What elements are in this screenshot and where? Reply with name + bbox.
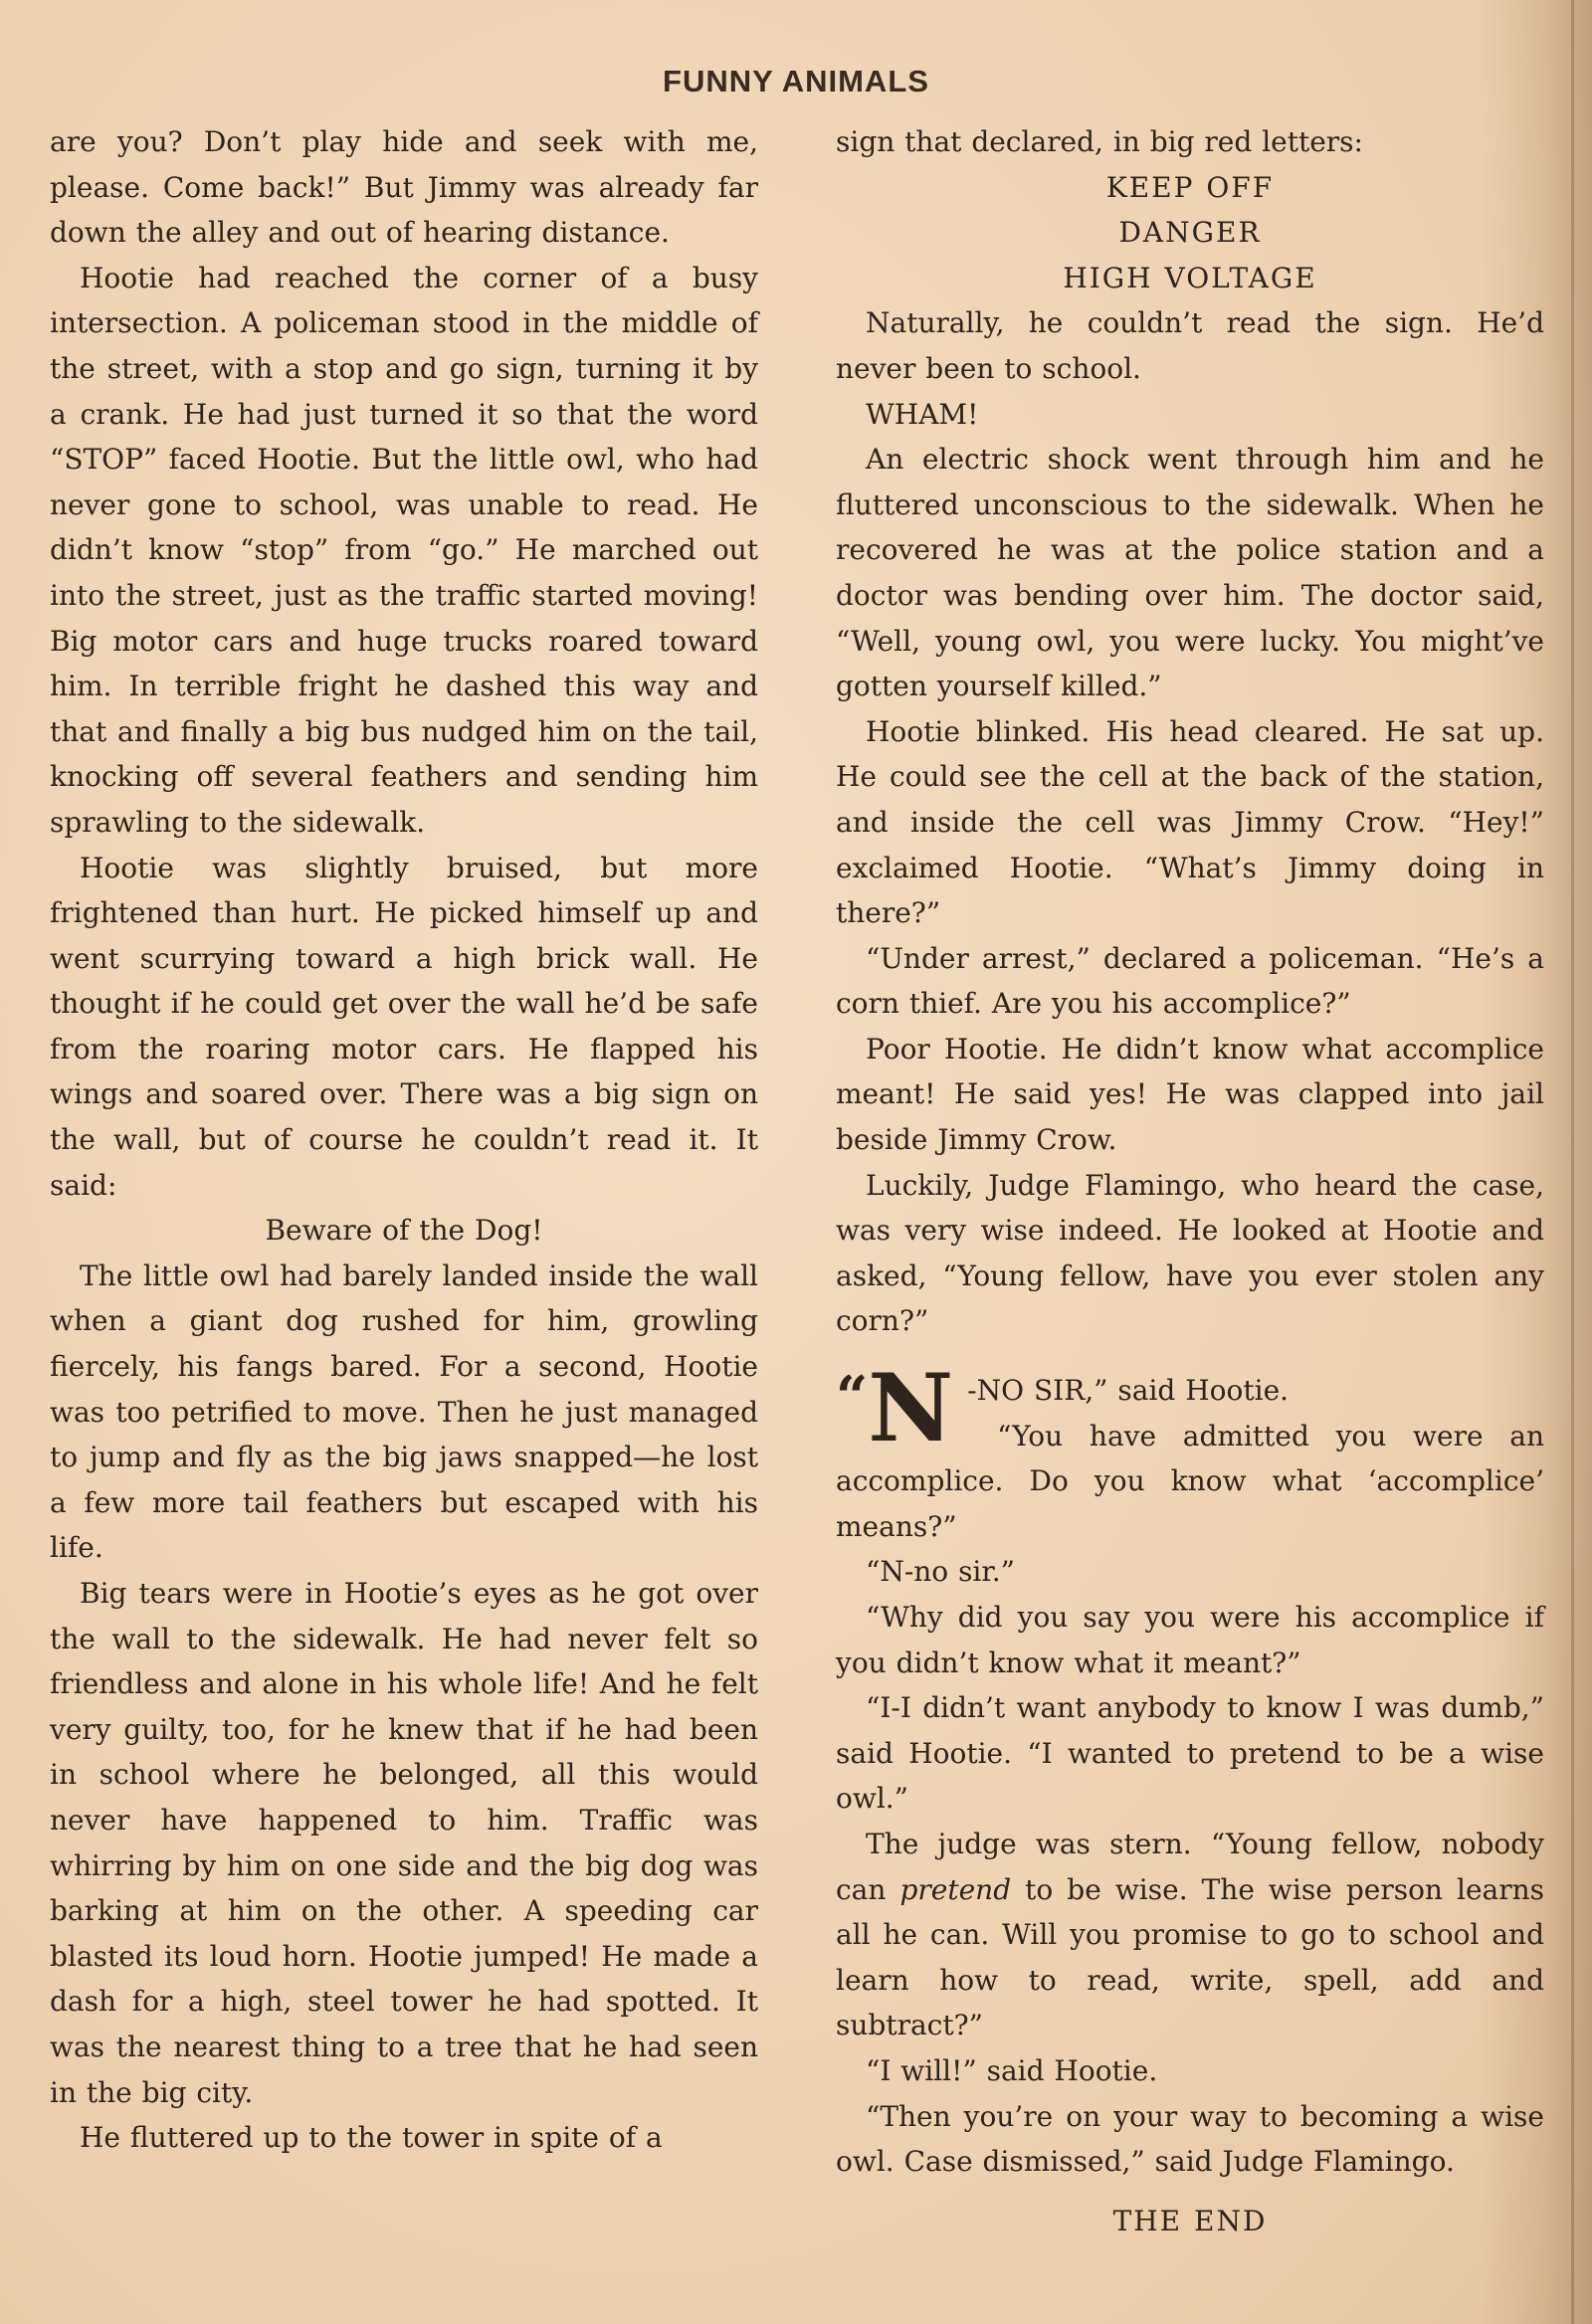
- text-run: The judge was stern. “Young fellow, nobody can: [836, 1827, 1544, 1906]
- the-end-label: THE END: [1112, 2204, 1268, 2237]
- paragraph: Hootie had reached the corner of a busy intersection. A policeman stood in the middle of the street, with a stop and go sign, turning it by a crank. He had just turned it so that the word “STOP” faced Hootie. But the little owl, who had never gone to school, was unable to read. He didn’t know “stop” from “go.” He marched out into the street, just as the traffic started moving! Big motor cars and huge trucks roared toward him. In terrible fright he dashed this way and that and finally a big bus nudged him on the tail, knocking off several feathers and sending him sprawling to the sidewalk.: [50, 261, 758, 839]
- paragraph: An electric shock went through him and he fluttered unconscious to the sidewalk. When he recovered he was at the police station and a doctor was bending over him. The doctor said, “Well, young owl, you were lucky. You might’ve gotten yourself killed.”: [836, 443, 1544, 703]
- paragraph: sign that declared, in big red letters:: [836, 125, 1363, 158]
- paragraph: “I will!” said Hootie.: [866, 2053, 1158, 2087]
- paragraph: Naturally, he couldn’t read the sign. He’d never been to school.: [836, 306, 1544, 385]
- paragraph: Poor Hootie. He didn’t know what accomplice meant! He said yes! He was clapped into jail beside Jimmy Crow.: [836, 1032, 1544, 1157]
- text-run: to be wise. The wise person learns all he can. Will you promise to go to school and learn how to read, write, spell, add and subtract?”: [836, 1872, 1545, 2042]
- page-edge-binding: [1571, 0, 1574, 2324]
- paragraph: “Under arrest,” declared a policeman. “He’s a corn thief. Are you his accomplice?”: [836, 941, 1544, 1021]
- dropcap-paragraph: [836, 1354, 1544, 1549]
- paragraph: Big tears were in Hootie’s eyes as he got over the wall to the sidewalk. He had never felt so friendless and alone in his whole life! And he felt very guilty, too, for he knew that if he had been in school where he belonged, all this would never have happened to him. Traffic was whirring by him on one side and the big dog was barking at him on the other. A speeding car blasted its loud horn. Hootie jumped! He made a dash for a high, steel tower he had spotted. It was the nearest thing to a tree that he had seen in the big city.: [50, 1577, 758, 2109]
- exclamation-wham: WHAM!: [866, 397, 979, 431]
- dropcap-letter: N: [868, 1354, 954, 1464]
- paragraph: “I-I didn’t want anybody to know I was dumb,” said Hootie. “I wanted to pretend to be a wise owl.”: [836, 1691, 1544, 1816]
- paragraph: are you? Don’t play hide and seek with me, please. Come back!” But Jimmy was already far down the alley and out of hearing distance.: [50, 125, 758, 250]
- sign-danger: DANGER: [1118, 216, 1262, 250]
- emphasized-word: pretend: [899, 1872, 1012, 1906]
- left-text-column: [50, 119, 758, 2161]
- sign-keep-off: KEEP OFF: [1105, 170, 1275, 204]
- sign-high-voltage: HIGH VOLTAGE: [1063, 261, 1317, 294]
- paragraph: Luckily, Judge Flamingo, who heard the case, was very wise indeed. He looked at Hootie and asked, “Young fellow, have you ever stolen any corn?”: [836, 1168, 1544, 1338]
- page-header-title: FUNNY ANIMALS: [663, 64, 929, 98]
- paragraph: Hootie blinked. His head cleared. He sat up. He could see the cell at the back of the station, and inside the cell was Jimmy Crow. “Hey!” exclaimed Hootie. “What’s Jimmy doing in there?”: [836, 714, 1544, 930]
- paragraph: “You have admitted you were an accomplice. Do you know what ‘accomplice’ means?”: [836, 1419, 1544, 1543]
- sign-beware-of-dog: Beware of the Dog!: [265, 1214, 543, 1248]
- paragraph: “Then you’re on your way to becoming a wise owl. Case dismissed,” said Judge Flamingo.: [836, 2099, 1544, 2179]
- paragraph: Hootie was slightly bruised, but more frightened than hurt. He picked himself up and went scurrying toward a high brick wall. He thought if he could get over the wall he’d be safe from the roaring motor cars. He flapped his wings and soared over. There was a big sign on the wall, but of course he couldn’t read it. It said:: [50, 851, 758, 1202]
- paragraph: “N-no sir.”: [866, 1555, 1015, 1589]
- paragraph: -NO SIR,” said Hootie.: [967, 1374, 1290, 1408]
- paragraph: “Why did you say you were his accomplice if you didn’t know what it meant?”: [836, 1601, 1544, 1679]
- paragraph: [836, 1822, 1544, 2048]
- right-text-column: [836, 119, 1544, 2243]
- dropcap-quote-mark: “: [836, 1364, 869, 1431]
- paragraph: The little owl had barely landed inside the wall when a giant dog rushed for him, growling fiercely, his fangs bared. For a second, Hootie was too petrified to move. Then he just managed to jump and fly as the big jaws snapped—he lost a few more tail feathers but escaped with his life.: [50, 1259, 758, 1565]
- paragraph: He fluttered up to the tower in spite of a: [80, 2121, 663, 2155]
